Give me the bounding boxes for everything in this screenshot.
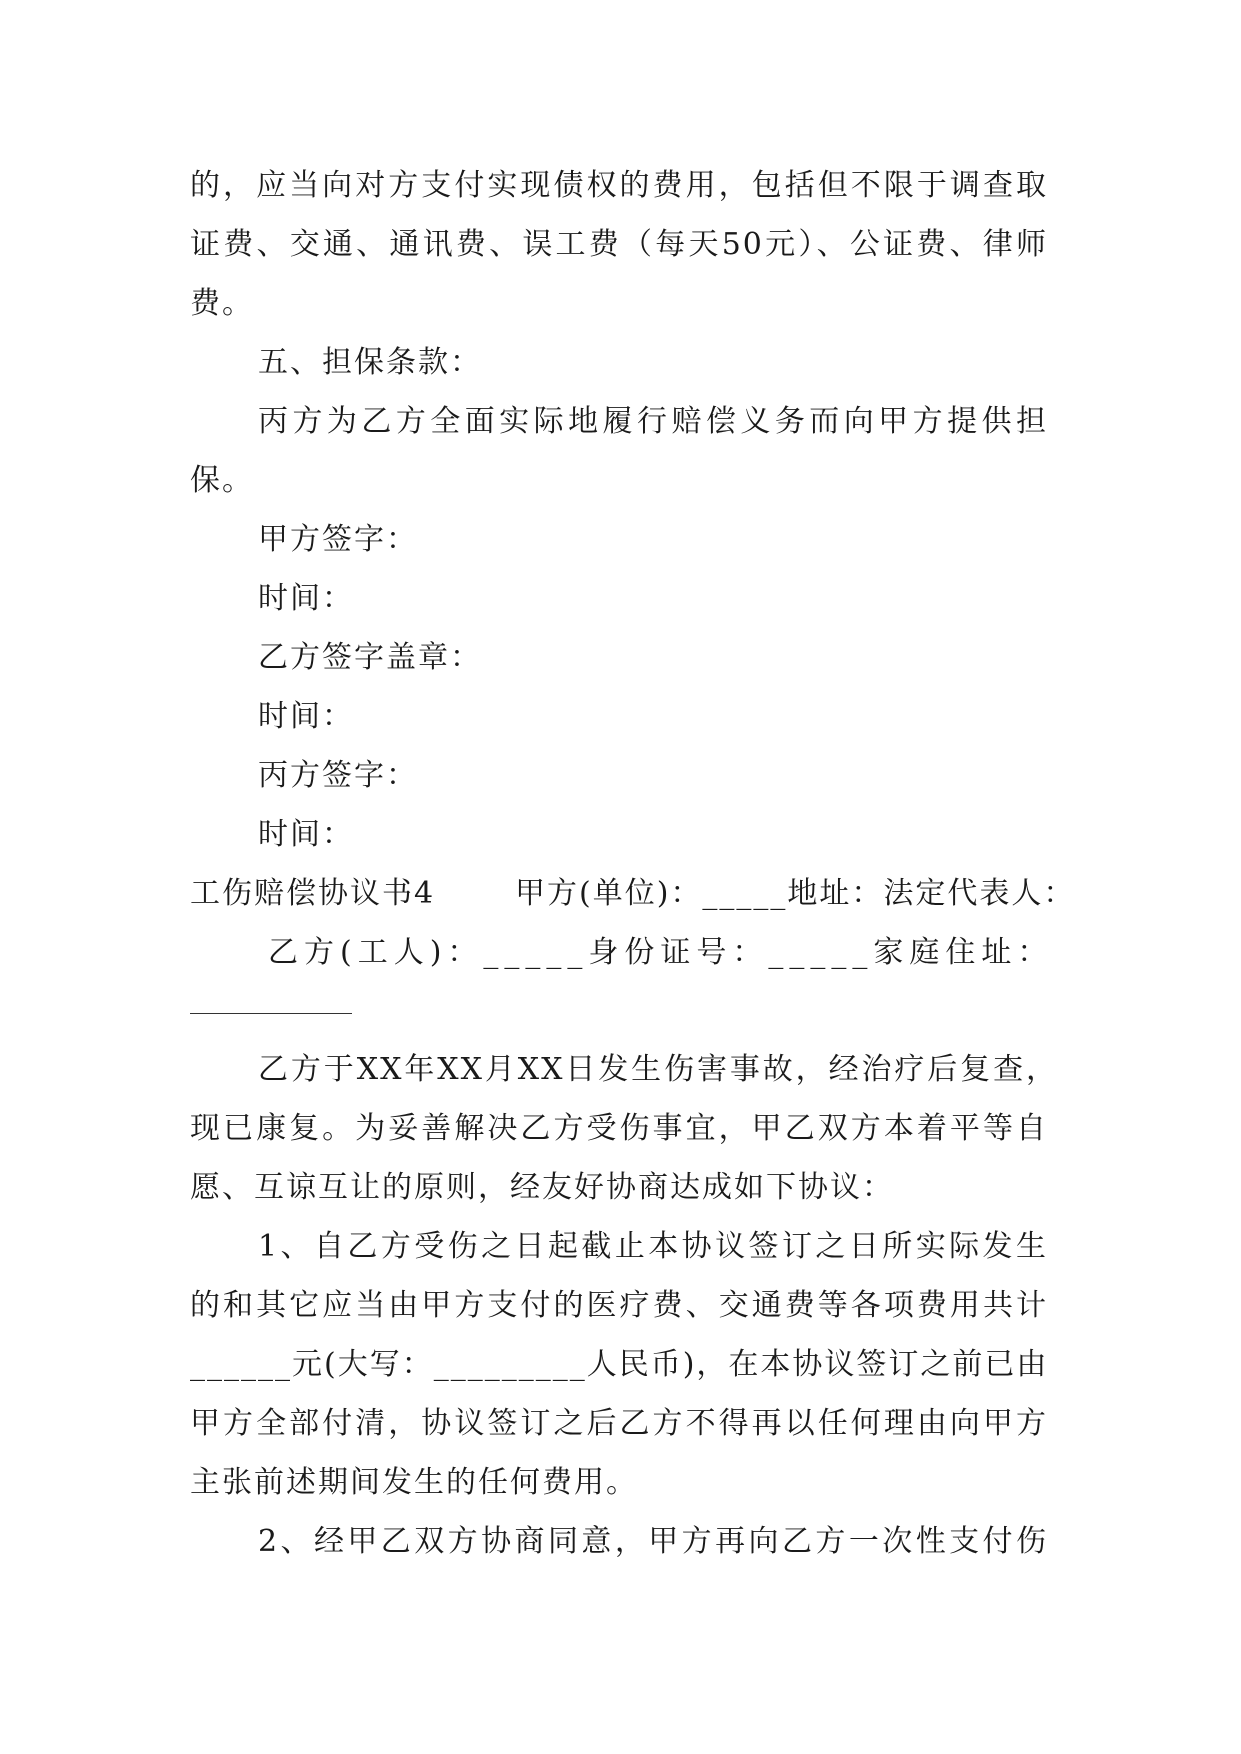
paragraph-line: 的和其它应当由甲方支付的医疗费、交通费等各项费用共计 <box>190 1288 1048 1323</box>
section-heading: 五、担保条款： <box>258 345 482 380</box>
blank-underline <box>190 1013 352 1014</box>
date-label: 时间： <box>258 581 354 616</box>
party-b-info: 乙方(工人)：_____身份证号：_____家庭住址： <box>268 935 1054 970</box>
paragraph-line: 的，应当向对方支付实现债权的费用，包括但不限于调查取 <box>190 168 1048 203</box>
signature-label: 乙方签字盖章： <box>258 640 482 675</box>
paragraph-line: 2、经甲乙双方协商同意，甲方再向乙方一次性支付伤 <box>258 1524 1048 1559</box>
signature-label: 甲方签字： <box>258 522 418 557</box>
paragraph-line: 乙方于XX年XX月XX日发生伤害事故，经治疗后复查， <box>258 1052 1058 1087</box>
signature-label: 丙方签字： <box>258 758 418 793</box>
paragraph-line: 费。 <box>190 286 254 321</box>
paragraph-line: 主张前述期间发生的任何费用。 <box>190 1465 638 1500</box>
paragraph-line: 证费、交通、通讯费、误工费（每天50元）、公证费、律师 <box>190 227 1048 262</box>
paragraph-line: 愿、互谅互让的原则，经友好协商达成如下协议： <box>190 1170 894 1205</box>
paragraph-line: 甲方全部付清，协议签订之后乙方不得再以任何理由向甲方 <box>190 1406 1048 1441</box>
paragraph-line: 保。 <box>190 463 254 498</box>
date-label: 时间： <box>258 699 354 734</box>
paragraph-line: 现已康复。为妥善解决乙方受伤事宜，甲乙双方本着平等自 <box>190 1111 1048 1146</box>
paragraph-line: ______元(大写：_________人民币)，在本协议签订之前已由 <box>190 1347 1049 1382</box>
date-label: 时间： <box>258 817 354 852</box>
paragraph-line: 丙方为乙方全面实际地履行赔偿义务而向甲方提供担 <box>258 404 1048 439</box>
paragraph-line: 1、自乙方受伤之日起截止本协议签订之日所实际发生 <box>258 1229 1048 1264</box>
document-title: 工伤赔偿协议书4 <box>190 876 436 911</box>
party-a-info: 甲方(单位)：_____地址：法定代表人： <box>515 876 1076 911</box>
